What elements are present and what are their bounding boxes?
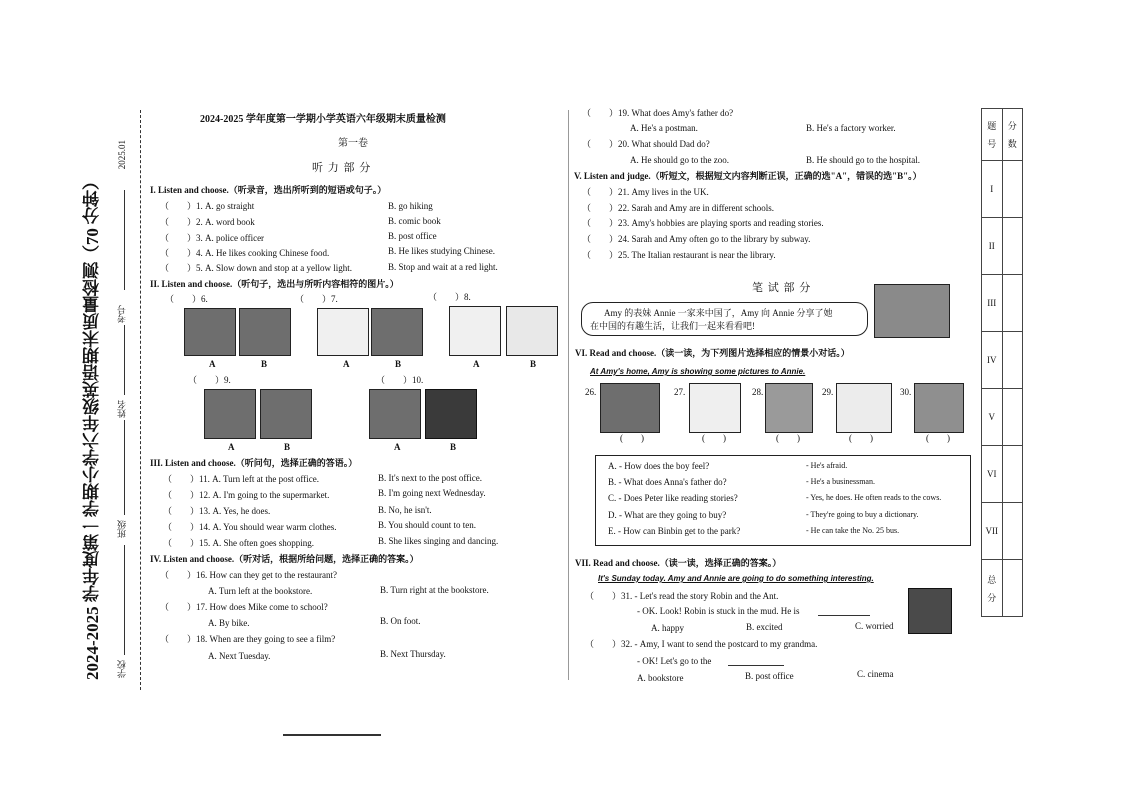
q31-picture [908,588,952,634]
q16-a: A. Turn left at the bookstore. [208,586,313,596]
q9-label-b: B [284,442,291,452]
section2-title: II. Listen and choose.（听句子，选出与所听内容相符的图片。） [150,279,399,289]
q20-a: A. He should go to the zoo. [630,155,729,165]
score-header-number: 题 号 [986,121,997,148]
q8-picture-a [449,306,501,356]
score-total-label: 总 分 [986,574,997,602]
q18-b: B. Next Thursday. [380,649,446,659]
dialogue-a-1: - He's afraid. [806,461,848,470]
q9-label-a: A [228,442,235,452]
q21: （ ）21. Amy lives in the UK. [582,187,709,197]
q25: （ ）25. The Italian restaurant is near the library. [582,250,776,260]
q23: （ ）23. Amy's hobbies are playing sports and reading stories. [582,218,824,228]
q17-a: A. By bike. [208,618,250,628]
q32-opt-c: C. cinema [857,669,894,679]
section6-title: VI. Read and choose.（读一读，为下列图片选择相应的情景小对话。） [575,348,850,358]
q10-label-a: A [394,442,401,452]
q9: （ ）9. [188,375,231,385]
q8-label-b: B [530,359,537,369]
score-row-label: III [982,275,1003,332]
page-divider [568,110,569,680]
q6-label-a: A [209,359,216,369]
q6-label-b: B [261,359,268,369]
side-xingming: 姓名 [117,400,127,418]
q7-label-b: B [395,359,402,369]
q9-picture-a [204,389,256,439]
side-kaohao: 考号 [117,305,127,323]
q17: （ ）17. How does Mike come to school? [160,602,328,612]
q3-b: B. post office [388,231,437,241]
score-cell[interactable] [1002,332,1023,389]
q30-num: 30. [900,387,912,397]
section7-scene: It's Sunday today. Amy and Annie are going to do something interesting. [598,574,874,583]
q15: （ ）15. A. She often goes shopping. [163,538,314,548]
section5-title: V. Listen and judge.（听短文，根据短文内容判断正误，正确的选"A"，错误的选"B"。） [574,171,922,181]
q29-picture [836,383,892,433]
intro-picture [874,284,950,338]
q18-a: A. Next Tuesday. [208,651,271,661]
q17-b: B. On foot. [380,616,421,626]
q15-b: B. She likes singing and dancing. [378,536,499,546]
dialogue-a-3: - Yes, he does. He often reads to the cows. [806,493,942,502]
score-cell[interactable] [1002,560,1023,617]
score-header-score: 分 数 [1006,121,1017,148]
score-cell[interactable] [1002,218,1023,275]
dialogue-a-2: - He's a businessman. [806,477,875,486]
q12: （ ）12. A. I'm going to the supermarket. [163,490,330,500]
footer-line [283,734,381,736]
q27-num: 27. [674,387,686,397]
q11: （ ）11. A. Turn left at the post office. [163,474,319,484]
section3-title: III. Listen and choose.（听问句，选择正确的答语。） [150,458,358,468]
q16-b: B. Turn right at the bookstore. [380,585,489,595]
section7-title: VII. Read and choose.（读一读，选择正确的答案。） [575,558,782,568]
side-date: 2025.01 [117,140,127,170]
q18: （ ）18. When are they going to see a film? [160,634,336,644]
q1: （ ）1. A. go straight [160,201,255,211]
dialogue-q-b: B. - What does Anna's father do? [608,477,727,487]
q5-b: B. Stop and wait at a red light. [388,262,498,272]
q10-picture-b [425,389,477,439]
q3: （ ）3. A. police officer [160,233,265,243]
q1-b: B. go hiking [388,201,433,211]
q8-label-a: A [473,359,480,369]
dialogue-q-d: D. - What are they going to buy? [608,510,727,520]
q22: （ ）22. Sarah and Amy are in different schools. [582,203,775,213]
q6: （ ）6. [165,294,208,304]
dialogue-q-c: C. - Does Peter like reading stories? [608,493,738,503]
q26-picture [600,383,660,433]
intro-line1: Amy 的表妹 Annie 一家来中国了，Amy 向 Annie 分享了她 [604,308,833,318]
q26-num: 26. [585,387,597,397]
section6-scene: At Amy's home, Amy is showing some pictures to Annie. [590,367,806,376]
binding-line [140,110,141,690]
q30-picture [914,383,964,433]
q20: （ ）20. What should Dad do? [582,139,710,149]
q32-answer-line[interactable] [728,665,784,666]
q2-b: B. comic book [388,216,441,226]
side-xuexiao: 学校 [117,660,127,678]
q7-picture-a [317,308,369,356]
q16: （ ）16. How can they get to the restaurant? [160,570,337,580]
q9-picture-b [260,389,312,439]
q7-picture-b [371,308,423,356]
q31-opt-b: B. excited [746,622,783,632]
q14: （ ）14. A. You should wear warm clothes. [163,522,337,532]
q4-b: B. He likes studying Chinese. [388,246,495,256]
q26-blank[interactable]: ( ) [620,433,644,443]
q29-num: 29. [822,387,834,397]
intro-line2: 在中国的有趣生活，让我们一起来看看吧! [590,321,755,331]
score-row-label: V [982,389,1003,446]
q28-picture [765,383,813,433]
q27-picture [689,383,741,433]
q31-opt-c: C. worried [855,621,894,631]
q5: （ ）5. A. Slow down and stop at a yellow light. [160,263,352,273]
q20-b: B. He should go to the hospital. [806,155,920,165]
score-row-label: I [982,161,1003,218]
q28-num: 28. [752,387,764,397]
dialogue-a-5: - He can take the No. 25 bus. [806,526,900,535]
q24: （ ）24. Sarah and Amy often go to the library by subway. [582,234,811,244]
score-row-label: VI [982,446,1003,503]
score-row-label: VII [982,503,1003,560]
q8: （ ）8. [428,292,471,302]
listening-heading: 听 力 部 分 [312,162,372,174]
q14-b: B. You should count to ten. [378,520,477,530]
dialogue-q-e: E. - How can Binbin get to the park? [608,526,741,536]
section1-title: I. Listen and choose.（听录音，选出所听到的短语或句子。） [150,185,387,195]
q6-picture-a [184,308,236,356]
q11-b: B. It's next to the post office. [378,473,482,483]
q10: （ ）10. [376,375,424,385]
q10-label-b: B [450,442,457,452]
q29-blank[interactable]: ( ) [849,433,873,443]
q31: （ ）31. - Let's read the story Robin and the Ant. [585,591,779,601]
q10-picture-a [369,389,421,439]
q32-line2: - OK! Let's go to the [637,656,712,666]
q27-blank[interactable]: ( ) [702,433,726,443]
score-table [981,108,1023,617]
q28-blank[interactable]: ( ) [776,433,800,443]
q32-opt-b: B. post office [745,671,794,681]
q32-opt-a: A. bookstore [637,673,684,683]
q31-answer-line[interactable] [818,615,870,616]
score-row-label: IV [982,332,1003,389]
q7-label-a: A [343,359,350,369]
q4: （ ）4. A. He likes cooking Chinese food. [160,248,330,258]
q19: （ ）19. What does Amy's father do? [582,108,734,118]
exam-title: 2024-2025 学年度第一学期小学英语六年级期末质量检测 [200,114,446,125]
score-cell[interactable] [1002,446,1023,503]
q13-b: B. No, he isn't. [378,505,432,515]
side-banji: 班级 [117,520,127,538]
q30-blank[interactable]: ( ) [926,433,950,443]
q13: （ ）13. A. Yes, he does. [163,506,271,516]
writing-heading: 笔 试 部 分 [752,282,812,294]
q6-picture-b [239,308,291,356]
q19-a: A. He's a postman. [630,123,698,133]
score-cell[interactable] [1002,503,1023,560]
q31-opt-a: A. happy [651,623,684,633]
score-cell[interactable] [1002,161,1023,218]
q2: （ ）2. A. word book [160,217,255,227]
part-one: 第一卷 [338,138,368,149]
q12-b: B. I'm going next Wednesday. [378,488,486,498]
side-title: 2024-2025 学年度第一学期小学六年级英语期末质量检测（70 分钟） [83,172,102,680]
q8-picture-b [506,306,558,356]
q32: （ ）32. - Amy, I want to send the postcard to my grandma. [585,639,818,649]
score-row-label: II [982,218,1003,275]
q19-b: B. He's a factory worker. [806,123,896,133]
dialogue-a-4: - They're going to buy a dictionary. [806,510,919,519]
q7: （ ）7. [295,294,338,304]
score-cell[interactable] [1002,389,1023,446]
section4-title: IV. Listen and choose.（听对话，根据所给问题，选择正确的答案。） [150,554,419,564]
dialogue-q-a: A. - How does the boy feel? [608,461,710,471]
q31-line2: - OK. Look! Robin is stuck in the mud. He is [637,606,800,616]
score-cell[interactable] [1002,275,1023,332]
